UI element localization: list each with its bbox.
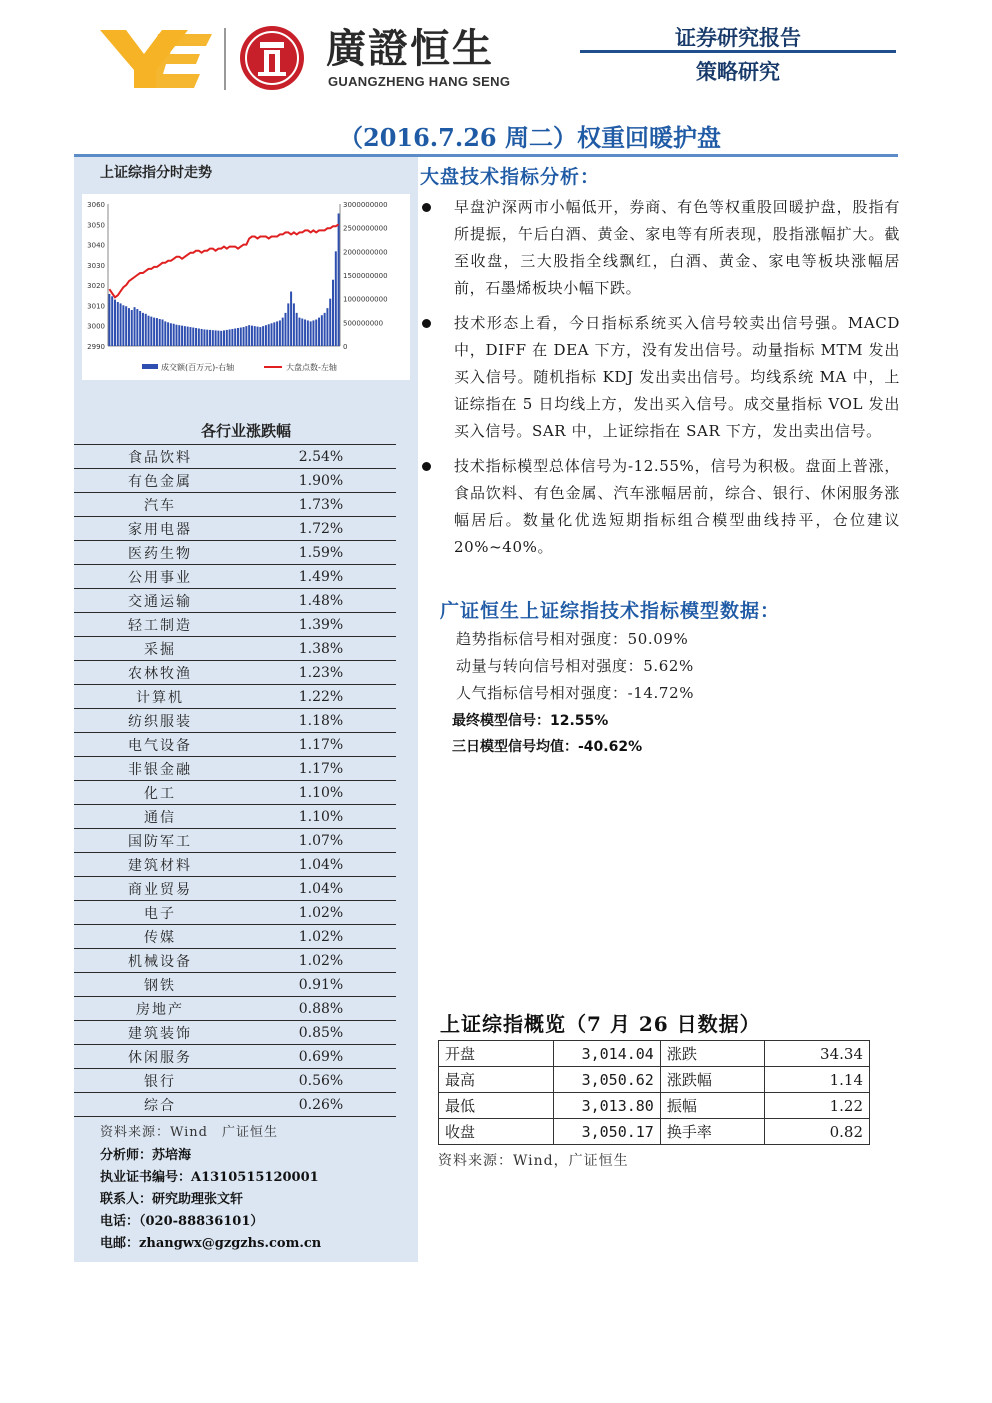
report-category: 策略研究: [696, 60, 780, 84]
industry-change: 1.07%: [246, 829, 396, 853]
industry-name: 纺织服装: [74, 709, 246, 733]
volume-bar: [231, 329, 233, 346]
industry-change: 1.04%: [246, 853, 396, 877]
overview-value: 1.22: [765, 1093, 870, 1119]
bullet-dot-icon: [422, 462, 431, 471]
volume-bar: [111, 296, 113, 346]
overview-source: 资料来源：Wind，广证恒生: [438, 1153, 629, 1169]
volume-bar: [335, 251, 337, 346]
contact-email: 电邮：zhangwx@gzgzhs.com.cn: [100, 1236, 322, 1251]
industry-row: [74, 1021, 396, 1045]
right-axis-tick-label: 1000000000: [343, 295, 388, 304]
overview-row: [439, 1041, 870, 1067]
industry-row: [74, 589, 396, 613]
model-heading: 广证恒生上证综指技术指标模型数据：: [440, 600, 781, 622]
volume-bar: [293, 303, 295, 346]
industry-name: 汽车: [74, 493, 246, 517]
volume-bar: [108, 294, 110, 346]
overview-value: 3,050.17: [554, 1119, 661, 1145]
industry-name: 国防军工: [74, 829, 246, 853]
analysis-heading: 大盘技术指标分析：: [420, 166, 601, 188]
overview-row: [439, 1119, 870, 1145]
overview-value: 3,014.04: [554, 1041, 661, 1067]
left-axis-tick-label: 3050: [87, 221, 105, 230]
bullet-dot-icon: [422, 203, 431, 212]
volume-bar: [265, 325, 267, 346]
volume-bar: [312, 320, 314, 346]
industry-name: 通信: [74, 805, 246, 829]
volume-bar: [156, 318, 158, 346]
industry-name: 建筑装饰: [74, 1021, 246, 1045]
right-axis-tick-label: 2500000000: [343, 224, 388, 233]
industry-name: 交通运输: [74, 589, 246, 613]
industry-name: 农林牧渔: [74, 661, 246, 685]
contact-person: 联系人：研究助理张文轩: [100, 1192, 244, 1207]
left-axis-tick-label: 3010: [87, 302, 105, 311]
model-three-day-average: 三日模型信号均值：-40.62%: [452, 739, 643, 755]
industry-row: [74, 1045, 396, 1069]
analysis-bullet-text: 技术形态上看，今日指标系统买入信号较卖出信号强。MACD 中，DIFF 在 DEA 下方，没有发出信号。动量指标 MTM 发出买入信号。随机指标 KDJ 发出卖出信号。均线系统 MA 中，上证综指在 5 日均线上方，发出买入信号。成交量指标 VOL 发出买入信号。SAR 中，上证综指在 SAR 下方，发出卖出信号。: [454, 314, 900, 440]
overview-value: 3,013.80: [554, 1093, 661, 1119]
legend-volume-label: 成交额(百万元)-右轴: [161, 363, 235, 372]
industry-change: 1.17%: [246, 757, 396, 781]
volume-bar: [215, 330, 217, 346]
industry-row: [74, 733, 396, 757]
industry-row: [74, 637, 396, 661]
overview-value: 1.14: [765, 1067, 870, 1093]
industry-change: 1.10%: [246, 781, 396, 805]
contact-phone: 电话：（020-88836101）: [100, 1214, 264, 1229]
volume-bar: [167, 322, 169, 346]
index-price-line: [109, 224, 338, 297]
company-name-cn: 廣證恒生: [326, 26, 494, 72]
volume-bar: [329, 299, 331, 346]
industry-name: 家用电器: [74, 517, 246, 541]
volume-bar: [220, 331, 222, 346]
volume-bar: [148, 316, 150, 346]
industry-source: 资料来源：Wind 广证恒生: [100, 1125, 278, 1140]
industry-table-title: 各行业涨跌幅: [200, 422, 291, 440]
volume-bar: [338, 213, 340, 346]
industry-row: [74, 517, 396, 541]
volume-bar: [296, 313, 298, 346]
logo-divider: [224, 28, 226, 90]
industry-row: [74, 493, 396, 517]
overview-label: 最高: [439, 1067, 554, 1093]
industry-change: 1.10%: [246, 805, 396, 829]
volume-bar: [243, 327, 245, 346]
volume-bar: [189, 327, 191, 346]
analysis-bullet: [422, 453, 900, 561]
legend-volume-swatch: [142, 364, 158, 369]
analysis-bullet-text: 技术指标模型总体信号为-12.55%，信号为积极。盘面上普涨，食品饮料、有色金属、汽车涨幅居前，综合、银行、休闲服务涨幅居后。数量化优选短期指标组合模型曲线持平，仓位建议 20%~40%。: [454, 457, 900, 556]
chart-title: 上证综指分时走势: [100, 165, 212, 181]
industry-name: 银行: [74, 1069, 246, 1093]
industry-change: 1.22%: [246, 685, 396, 709]
overview-value: 0.82: [765, 1119, 870, 1145]
industry-change: 1.48%: [246, 589, 396, 613]
overview-value: 34.34: [765, 1041, 870, 1067]
industry-name: 建筑材料: [74, 853, 246, 877]
industry-change: 0.91%: [246, 973, 396, 997]
overview-label: 最低: [439, 1093, 554, 1119]
industry-change: 1.17%: [246, 733, 396, 757]
industry-row: [74, 781, 396, 805]
volume-bar: [287, 303, 289, 346]
volume-bar: [282, 318, 284, 346]
analysis-bullet: [422, 194, 900, 302]
volume-bar: [173, 324, 175, 346]
left-axis-tick-label: 3040: [87, 241, 105, 250]
volume-bar: [184, 326, 186, 346]
industry-row: [74, 685, 396, 709]
volume-bar: [134, 307, 136, 346]
industry-row: [74, 877, 396, 901]
volume-bar: [131, 310, 133, 346]
industry-row: [74, 949, 396, 973]
volume-bar: [234, 328, 236, 346]
volume-bar: [251, 326, 253, 346]
volume-bar: [178, 325, 180, 346]
left-axis-tick-label: 2990: [87, 343, 105, 351]
intraday-chart: [82, 194, 410, 380]
volume-bar: [201, 329, 203, 346]
legend-index-label: 大盘点数-左轴: [286, 363, 337, 372]
volume-bar: [262, 326, 264, 346]
industry-name: 非银金融: [74, 757, 246, 781]
industry-row: [74, 853, 396, 877]
industry-change: 0.69%: [246, 1045, 396, 1069]
industry-change: 1.23%: [246, 661, 396, 685]
industry-name: 休闲服务: [74, 1045, 246, 1069]
volume-bar: [304, 319, 306, 346]
volume-bar: [254, 326, 256, 346]
industry-row: [74, 901, 396, 925]
right-axis-tick-label: 2000000000: [343, 248, 388, 257]
industry-change: 1.02%: [246, 949, 396, 973]
industry-row: [74, 1093, 396, 1117]
industry-row: [74, 1069, 396, 1093]
industry-row: [74, 541, 396, 565]
right-axis-tick-label: 0: [343, 343, 348, 351]
overview-row: [439, 1067, 870, 1093]
industry-row: [74, 973, 396, 997]
volume-bar: [237, 328, 239, 346]
volume-bar: [240, 328, 242, 346]
volume-bar: [301, 319, 303, 346]
right-axis-tick-label: 1500000000: [343, 272, 388, 280]
volume-bar: [273, 322, 275, 346]
volume-bar: [139, 311, 141, 346]
overview-label: 收盘: [439, 1119, 554, 1145]
industry-change: 0.88%: [246, 997, 396, 1021]
volume-bar: [145, 314, 147, 346]
industry-name: 商业贸易: [74, 877, 246, 901]
industry-change: 1.18%: [246, 709, 396, 733]
volume-bar: [276, 321, 278, 346]
industry-row: [74, 997, 396, 1021]
analyst-license: 执业证书编号：A1310515120001: [100, 1170, 319, 1185]
industry-row: [74, 757, 396, 781]
intraday-chart-svg: [82, 194, 410, 380]
industry-change: 1.59%: [246, 541, 396, 565]
industry-change: 1.72%: [246, 517, 396, 541]
volume-bar: [203, 329, 205, 346]
volume-bar: [175, 325, 177, 346]
industry-name: 公用事业: [74, 565, 246, 589]
industry-row: [74, 469, 396, 493]
volume-bar: [279, 320, 281, 346]
overview-label: 振幅: [660, 1093, 765, 1119]
industry-name: 计算机: [74, 685, 246, 709]
volume-bar: [318, 318, 320, 346]
industry-row: [74, 613, 396, 637]
volume-bar: [120, 303, 122, 346]
industry-row: [74, 709, 396, 733]
volume-bar: [195, 328, 197, 346]
header-rule: [580, 50, 896, 53]
model-sentiment-strength: 人气指标信号相对强度：-14.72%: [456, 684, 695, 702]
industry-change: 1.04%: [246, 877, 396, 901]
right-axis-tick-label: 500000000: [343, 319, 384, 328]
analysis-bullet-list: [422, 194, 900, 561]
model-trend-strength: 趋势指标信号相对强度：50.09%: [456, 630, 689, 648]
volume-bar: [217, 331, 219, 346]
industry-name: 电子: [74, 901, 246, 925]
volume-bar: [257, 327, 259, 346]
volume-bar: [229, 329, 231, 346]
volume-bar: [271, 323, 273, 346]
volume-bar: [125, 306, 127, 346]
volume-bar: [192, 328, 194, 346]
volume-bar: [307, 320, 309, 346]
volume-bar: [128, 308, 130, 346]
industry-name: 综合: [74, 1093, 246, 1117]
industry-change-table: [74, 444, 396, 1117]
industry-row: [74, 829, 396, 853]
volume-bar: [114, 300, 116, 346]
volume-bar: [248, 325, 250, 346]
industry-change: 1.02%: [246, 925, 396, 949]
overview-label: 开盘: [439, 1041, 554, 1067]
model-momentum-strength: 动量与转向信号相对强度：5.62%: [456, 657, 694, 675]
volume-bar: [284, 313, 286, 346]
industry-row: [74, 661, 396, 685]
volume-bar: [326, 308, 328, 346]
volume-bar: [206, 330, 208, 346]
industry-name: 房地产: [74, 997, 246, 1021]
volume-bar: [332, 280, 334, 346]
volume-bar: [162, 319, 164, 346]
volume-bar: [153, 318, 155, 346]
volume-bar: [259, 327, 261, 346]
industry-name: 机械设备: [74, 949, 246, 973]
report-type: 证券研究报告: [675, 26, 801, 50]
industry-change: 0.85%: [246, 1021, 396, 1045]
model-final-signal: 最终模型信号：12.55%: [452, 713, 609, 729]
volume-bar: [315, 319, 317, 346]
volume-bar: [164, 321, 166, 346]
company-seal-logo: [240, 26, 304, 90]
bullet-dot-icon: [422, 319, 431, 328]
volume-bar: [226, 330, 228, 346]
volume-bar: [122, 305, 124, 346]
industry-row: [74, 565, 396, 589]
industry-name: 化工: [74, 781, 246, 805]
overview-row: [439, 1093, 870, 1119]
right-axis-tick-label: 3000000000: [343, 201, 388, 209]
overview-label: 换手率: [660, 1119, 765, 1145]
volume-bar: [209, 330, 211, 346]
analysis-bullet-text: 早盘沪深两市小幅低开，券商、有色等权重股回暖护盘，股指有所提振，午后白酒、黄金、家电等有所表现，股指涨幅扩大。截至收盘，三大股指全线飘红，白酒、黄金、家电等板块涨幅居前，石墨烯板块小幅下跌。: [454, 198, 900, 297]
industry-change: 1.39%: [246, 613, 396, 637]
industry-change: 0.56%: [246, 1069, 396, 1093]
industry-row: [74, 805, 396, 829]
volume-bar: [159, 319, 161, 346]
analysis-bullet: [422, 310, 900, 445]
volume-bar: [187, 327, 189, 346]
volume-bar: [321, 315, 323, 346]
volume-bar: [223, 330, 225, 346]
industry-name: 轻工制造: [74, 613, 246, 637]
analyst-name: 分析师：苏培海: [100, 1148, 192, 1163]
company-name-en: GUANGZHENG HANG SENG: [328, 74, 511, 89]
volume-bar: [198, 328, 200, 346]
volume-bar: [212, 330, 214, 346]
volume-bar: [150, 317, 152, 346]
industry-row: [74, 445, 396, 469]
industry-change: 0.26%: [246, 1093, 396, 1117]
industry-name: 医药生物: [74, 541, 246, 565]
industry-name: 有色金属: [74, 469, 246, 493]
volume-bar: [142, 313, 144, 346]
industry-change: 1.38%: [246, 637, 396, 661]
industry-name: 电气设备: [74, 733, 246, 757]
industry-name: 钢铁: [74, 973, 246, 997]
left-axis-tick-label: 3060: [87, 201, 105, 209]
volume-bar: [268, 324, 270, 346]
overview-title: 上证综指概览（7 月 26 日数据）: [440, 1012, 761, 1036]
industry-row: [74, 925, 396, 949]
volume-bar: [117, 302, 119, 346]
industry-change: 1.49%: [246, 565, 396, 589]
volume-bar: [170, 323, 172, 346]
overview-label: 涨跌幅: [660, 1067, 765, 1093]
industry-change: 1.73%: [246, 493, 396, 517]
industry-name: 传媒: [74, 925, 246, 949]
industry-change: 1.90%: [246, 469, 396, 493]
volume-bar: [181, 326, 183, 346]
overview-value: 3,050.62: [554, 1067, 661, 1093]
volume-bar: [298, 318, 300, 346]
volume-bar: [324, 313, 326, 346]
report-title: （2016.7.26 周二）权重回暖护盘: [339, 123, 721, 152]
company-logo-mark: [100, 26, 212, 92]
industry-name: 采掘: [74, 637, 246, 661]
index-overview-table: [438, 1040, 870, 1145]
volume-bar: [136, 309, 138, 346]
volume-bar: [245, 326, 247, 346]
industry-name: 食品饮料: [74, 445, 246, 469]
volume-bar: [310, 321, 312, 346]
left-axis-tick-label: 3030: [87, 261, 105, 270]
left-axis-tick-label: 3020: [87, 282, 105, 291]
volume-bar: [290, 292, 292, 346]
left-axis-tick-label: 3000: [87, 322, 105, 331]
overview-label: 涨跌: [660, 1041, 765, 1067]
industry-change: 1.02%: [246, 901, 396, 925]
industry-change: 2.54%: [246, 445, 396, 469]
